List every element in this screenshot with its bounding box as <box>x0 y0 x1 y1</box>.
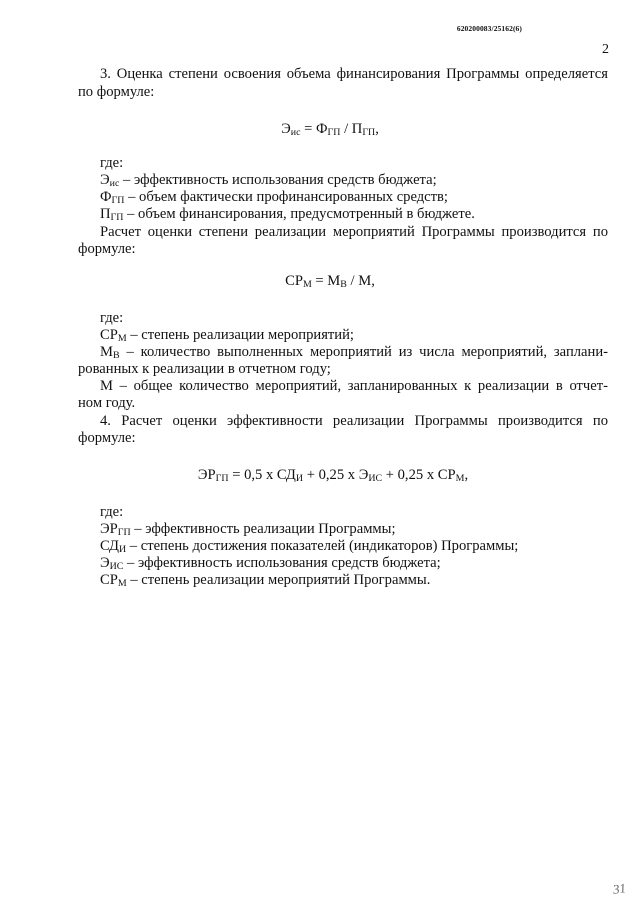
definition-sr-m-2: $СР_М$ – степень реализации мероприятий Программы. <box>100 572 431 589</box>
section3-line1: 3. Оценка степени освоения объема финансирования Программы определяется <box>100 66 608 82</box>
section3-line2: по формуле: <box>78 84 155 100</box>
definition-m-line2: ном году. <box>78 395 136 411</box>
formula-lhs: Э <box>281 121 291 137</box>
definition-m-v-line1: $М_В$ – количество выполненных мероприятий из числа мероприятий, заплани- <box>100 344 608 361</box>
formula-p-sub: ГП <box>362 126 376 138</box>
definition-m-line1: М – общее количество мероприятий, запланированных к реализации в отчет- <box>100 378 608 394</box>
section4-line1: 4. Расчет оценки эффективности реализации Программы производится по <box>100 413 608 429</box>
definition-f-gp: $Ф_{ГП}$ – объем фактически профинансированных средств; <box>100 189 448 206</box>
calc-measures-line1: Расчет оценки степени реализации мероприятий Программы производится по <box>100 224 608 240</box>
section4-line2: формуле: <box>78 430 136 446</box>
definition-e-is: $Э_{ис}$ – эффективность использования средств бюджета; <box>100 172 437 189</box>
calc-measures-line2: формуле: <box>78 241 136 257</box>
where-label-1: где: <box>100 155 124 171</box>
formula-lhs-sub: ис <box>290 126 301 138</box>
definition-p-gp: $П_{ГП}$ – объем финансирования, предусмотренный в бюджете. <box>100 206 475 223</box>
formula-tail: , <box>375 121 379 137</box>
definition-sr-m: $СР_М$ – степень реализации мероприятий; <box>100 327 354 344</box>
definition-er-gp: $ЭР_{ГП}$ – эффективность реализации Программы; <box>100 521 396 538</box>
where-label-2: где: <box>100 310 124 326</box>
definition-sd-i: $СД_И$ – степень достижения показателей (индикаторов) Программы; <box>100 538 519 555</box>
formula-measures: $СР_М = М_В / М$, <box>285 273 375 290</box>
formula-f-sub: ГП <box>327 126 341 138</box>
formula-eq: = Ф <box>300 121 328 137</box>
formula-efficiency <box>10 121 640 138</box>
page-number: 2 <box>602 42 609 57</box>
definition-m-v-line2: рованных к реализации в отчетном году; <box>78 361 331 377</box>
where-label-3: где: <box>100 504 124 520</box>
definition-e-is-2: $Э_{ИС}$ – эффективность использования средств бюджета; <box>100 555 441 572</box>
formula-slash: / П <box>340 121 363 137</box>
handwritten-page-mark: 31 <box>611 880 627 897</box>
document-number: 620200083/25162(6) <box>456 24 522 33</box>
formula-program-efficiency: $ЭР_{ГП} = 0,5$ х $СД_И + 0,25$ х $Э_{ИС} + 0,25$ х $СР_М$, <box>197 467 469 484</box>
